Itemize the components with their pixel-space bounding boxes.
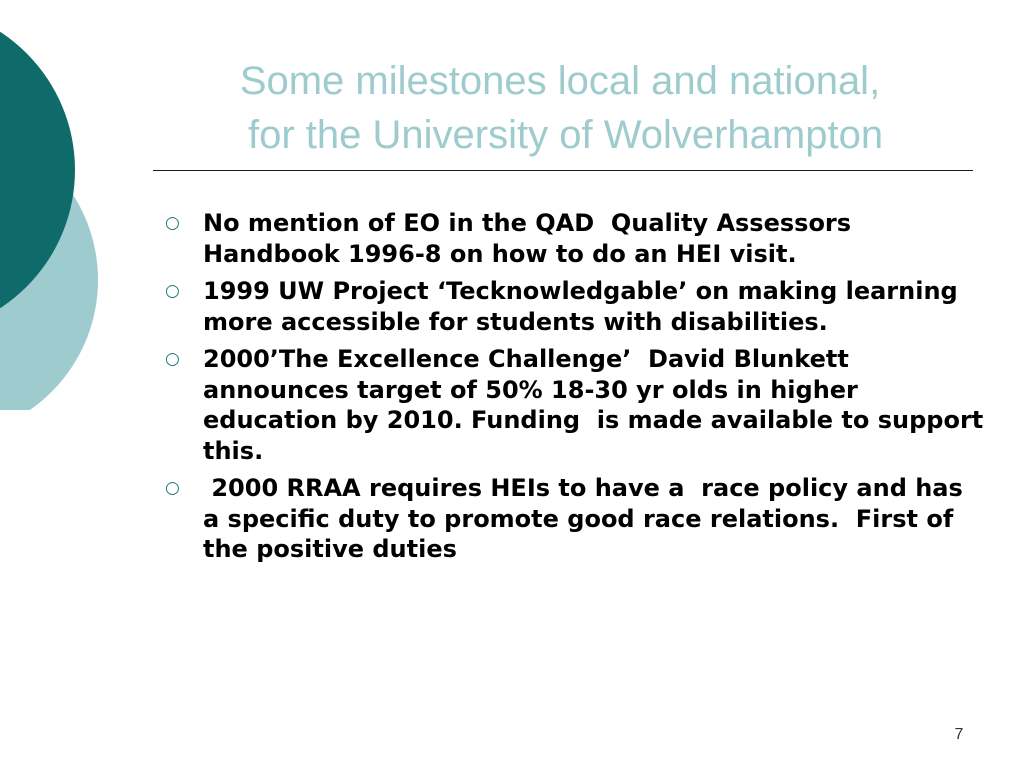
slide-title (150, 54, 970, 162)
bullet-text: 2000’The Excellence Challenge’ David Blunkett announces target of 50% 18-30 yr olds in higher education by 2010. Funding is made available to support this. (203, 345, 992, 465)
bullet-list (165, 208, 992, 572)
circle-bullet-icon: ○ (165, 349, 180, 369)
title-line-2: for the University of Wolverhampton (236, 113, 884, 157)
page-number: 7 (954, 726, 964, 743)
circle-bullet-icon: ○ (165, 281, 180, 301)
bullet-item (165, 276, 985, 337)
circle-bullet-icon: ○ (165, 478, 180, 498)
title-divider (153, 170, 973, 171)
bullet-text: 2000 RRAA requires HEIs to have a race policy and has a specific duty to promote good race relations. First of the positive duties (203, 474, 972, 563)
decorative-circles (0, 0, 110, 410)
bullet-item (165, 473, 985, 565)
circle-bullet-icon: ○ (165, 213, 180, 233)
bullet-text: 1999 UW Project ‘Tecknowledgable’ on making learning more accessible for students with disabilities. (203, 277, 967, 336)
bullet-text: No mention of EO in the QAD Quality Assessors Handbook 1996-8 on how to do an HEI visit. (203, 209, 860, 268)
bullet-item (165, 344, 992, 466)
bullet-item (165, 208, 985, 269)
title-line-1: Some milestones local and national, (239, 59, 881, 103)
